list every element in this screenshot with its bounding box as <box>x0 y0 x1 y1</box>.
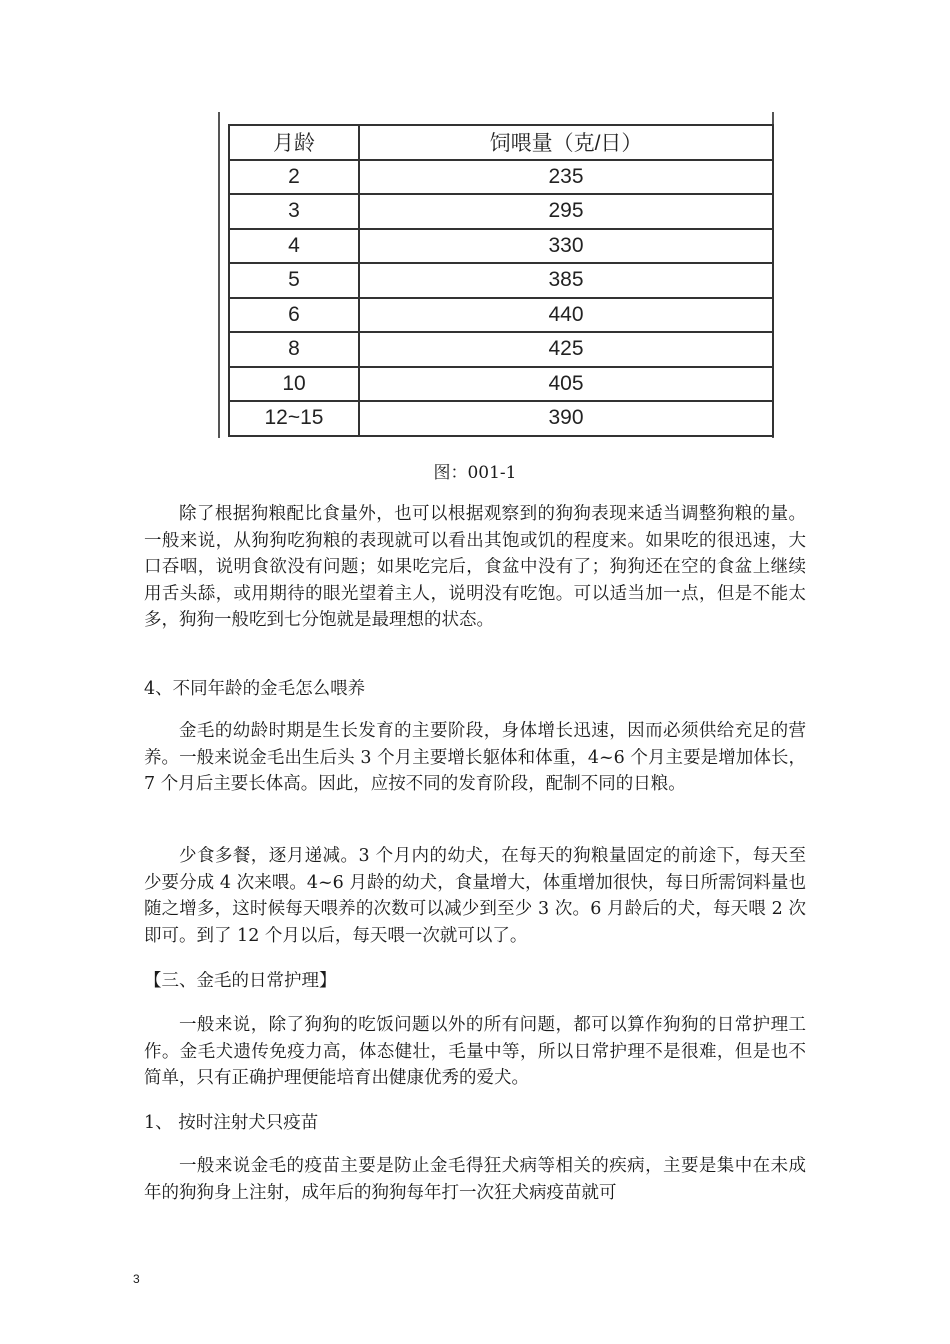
paragraph-meal-frequency: 少食多餐，逐月递减。3 个月内的幼犬，在每天的狗粮量固定的前途下，每天至少要分成 4 次来喂。4~6 月龄的幼犬，食量增大，体重增加很快，每日所需饲料量也随之增多，这时候每天喂养的次数可以减少到至少 3 次。6 月龄后的犬，每天喂 2 次即可。到了 12 个月以后，每天喂一次就可以了。 <box>144 846 806 946</box>
feeding-table <box>228 124 774 437</box>
paragraph-portion-adjust: 除了根据狗粮配比食量外，也可以根据观察到的狗狗表现来适当调整狗粮的量。一般来说，从狗狗吃狗粮的表现就可以看出其饱或饥的程度来。如果吃的很迅速，大口吞咽，说明食欲没有问题；如果吃完后，食盆中没有了；狗狗还在空的食盆上继续用舌头舔，或用期待的眼光望着主人，说明没有吃饱。可以适当加一点，但是不能太多，狗狗一般吃到七分饱就是最理想的状态。 <box>144 504 806 630</box>
feeding-table-figure <box>218 112 774 438</box>
table-header-row <box>229 125 773 160</box>
paragraph-daily-care: 一般来说，除了狗狗的吃饭问题以外的所有问题，都可以算作狗狗的日常护理工作。金毛犬遗传免疫力高，体态健壮，毛量中等，所以日常护理不是很难，但是也不简单，只有正确护理便能培育出健康优秀的爱犬。 <box>144 1015 806 1088</box>
heading-feeding-by-age: 4、不同年龄的金毛怎么喂养 <box>144 679 366 699</box>
header-age: 月龄 <box>229 125 359 160</box>
table-row <box>229 229 773 264</box>
cell-age: 10 <box>229 367 359 402</box>
cell-amount: 390 <box>359 401 773 436</box>
heading-vaccination: 1、 按时注射犬只疫苗 <box>144 1113 319 1133</box>
cell-age: 2 <box>229 160 359 195</box>
paragraph-growth-stages: 金毛的幼龄时期是生长发育的主要阶段，身体增长迅速，因而必须供给充足的营养。一般来说金毛出生后头 3 个月主要增长躯体和体重，4~6 个月主要是增加体长，7 个月后主要长体高。因此，应按不同的发育阶段，配制不同的日粮。 <box>144 721 806 794</box>
paragraph-vaccination: 一般来说金毛的疫苗主要是防止金毛得狂犬病等相关的疾病，主要是集中在未成年的狗狗身上注射，成年后的狗狗每年打一次狂犬病疫苗就可 <box>144 1156 806 1203</box>
cell-age: 3 <box>229 194 359 229</box>
table-row <box>229 298 773 333</box>
table-row <box>229 401 773 436</box>
figure-caption: 图：001-1 <box>433 463 517 483</box>
page-number: 3 <box>133 1272 140 1286</box>
cell-amount: 330 <box>359 229 773 264</box>
cell-age: 5 <box>229 263 359 298</box>
table-row <box>229 263 773 298</box>
cell-age: 8 <box>229 332 359 367</box>
cell-age: 4 <box>229 229 359 264</box>
table-row <box>229 194 773 229</box>
table-row <box>229 160 773 195</box>
header-amount: 饲喂量（克/日） <box>359 125 773 160</box>
table-row <box>229 332 773 367</box>
cell-amount: 405 <box>359 367 773 402</box>
cell-amount: 440 <box>359 298 773 333</box>
cell-amount: 425 <box>359 332 773 367</box>
table-row <box>229 367 773 402</box>
cell-age: 6 <box>229 298 359 333</box>
section-heading-daily-care: 【三、金毛的日常护理】 <box>144 971 337 991</box>
cell-amount: 295 <box>359 194 773 229</box>
cell-amount: 235 <box>359 160 773 195</box>
cell-age: 12~15 <box>229 401 359 436</box>
cell-amount: 385 <box>359 263 773 298</box>
